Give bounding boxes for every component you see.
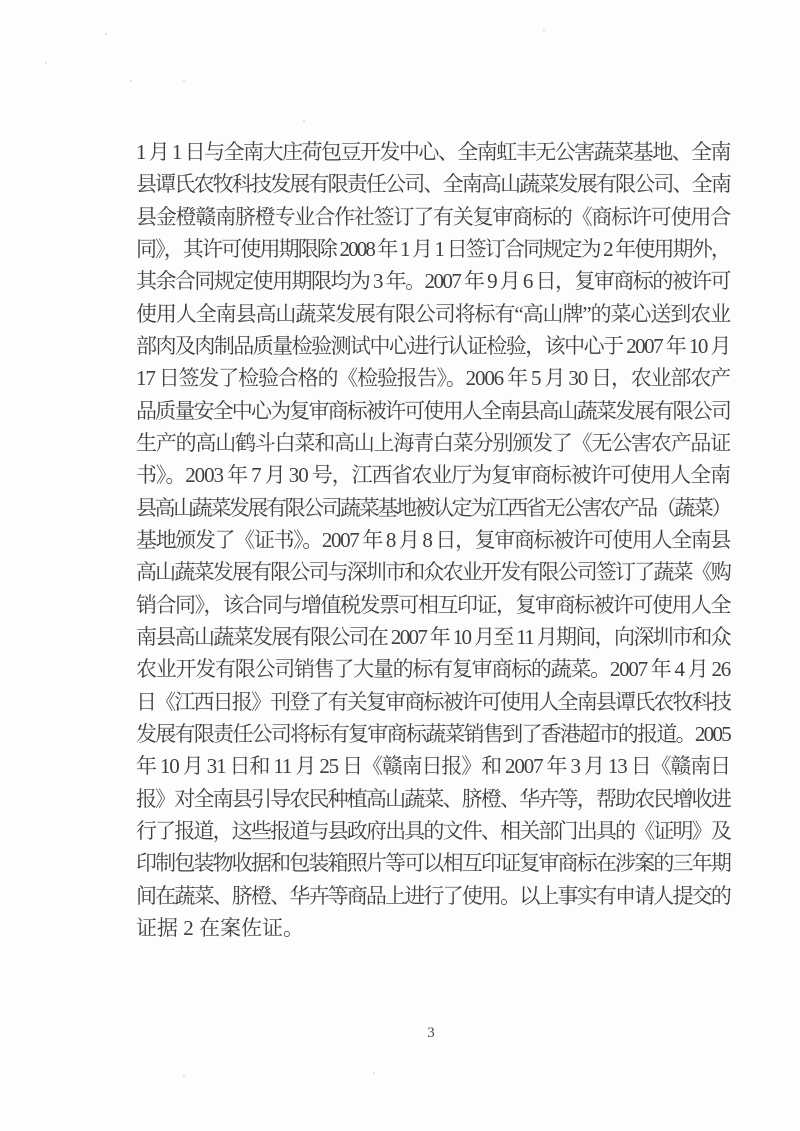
text-line: 高山蔬菜发展有限公司与深圳市和众农业开发有限公司签订了蔬菜《购 bbox=[136, 560, 730, 585]
text-line: 行了报道，这些报道与县政府出具的文件、相关部门出具的《证明》及 bbox=[136, 818, 730, 843]
text-line: 同》，其许可使用期限除 2008 年 1 月 1 日签订合同规定为 2 年使用期外， bbox=[136, 236, 730, 261]
text-line: 证据 2 在案佐证。 bbox=[136, 915, 304, 940]
text-line: 日《江西日报》刊登了有关复审商标被许可使用人全南县谭氏农牧科技 bbox=[136, 689, 730, 714]
scan-speck bbox=[45, 62, 47, 64]
text-line: 县金橙赣南脐橙专业合作社签订了有关复审商标的《商标许可使用合 bbox=[136, 204, 730, 229]
text-line: 县谭氏农牧科技发展有限责任公司、全南高山蔬菜发展有限公司、全南 bbox=[136, 172, 730, 197]
text-line: 发展有限责任公司将标有复审商标蔬菜销售到了香港超市的报道。2005 bbox=[136, 721, 730, 746]
text-line: 年 10 月 31 日和 11 月 25 日《赣南日报》和 2007 年 3 月 13 日《赣南日 bbox=[136, 754, 730, 779]
scan-speck bbox=[303, 120, 305, 122]
text-line: 使用人全南县高山蔬菜发展有限公司将标有“高山牌”的菜心送到农业 bbox=[136, 301, 730, 326]
text-line: 1 月 1 日与全南大庄荷包豆开发中心、全南虹丰无公害蔬菜基地、全南 bbox=[136, 140, 730, 164]
text-line: 南县高山蔬菜发展有限公司在 2007 年 10 月至 11 月期间，向深圳市和众 bbox=[136, 624, 730, 649]
text-line: 部肉及肉制品质量检验测试中心进行认证检验，该中心于 2007 年 10 月 bbox=[136, 333, 730, 358]
text-line: 印制包装物收据和包装箱照片等可以相互印证复审商标在涉案的三年期 bbox=[136, 851, 730, 876]
scan-speck bbox=[183, 80, 185, 82]
page-number: 3 bbox=[427, 1025, 435, 1041]
text-line: 县高山蔬菜发展有限公司蔬菜基地被认定为江西省无公害农产品（蔬菜） bbox=[136, 495, 730, 520]
text-line: 农业开发有限公司销售了大量的标有复审商标的蔬菜。2007 年 4 月 26 bbox=[136, 657, 730, 682]
text-line: 报》对全南县引导农民种植高山蔬菜、脐橙、华卉等，帮助农民增收进 bbox=[136, 786, 730, 811]
scan-speck bbox=[373, 1072, 375, 1074]
text-line: 销合同》，该合同与增值税发票可相互印证，复审商标被许可使用人全 bbox=[136, 592, 730, 617]
scan-speck bbox=[543, 29, 545, 31]
scan-speck bbox=[105, 33, 107, 35]
text-line: 书》。2003 年 7 月 30 号，江西省农业厅为复审商标被许可使用人全南 bbox=[136, 463, 730, 488]
scan-speck bbox=[130, 80, 132, 82]
text-line: 其余合同规定使用期限均为 3 年。2007 年 9 月 6 日，复审商标的被许可 bbox=[136, 269, 730, 294]
text-line: 17 日签发了检验合格的《检验报告》。2006 年 5 月 30 日，农业部农产 bbox=[136, 366, 730, 391]
text-line: 品质量安全中心为复审商标被许可使用人全南县高山蔬菜发展有限公司 bbox=[136, 398, 730, 423]
text-line: 基地颁发了《证书》。2007 年 8 月 8 日，复审商标被许可使用人全南县 bbox=[136, 527, 730, 552]
text-line: 生产的高山鹤斗白菜和高山上海青白菜分别颁发了《无公害农产品证 bbox=[136, 430, 730, 455]
body-text bbox=[136, 136, 730, 944]
text-line: 间在蔬菜、脐橙、华卉等商品上进行了使用。以上事实有申请人提交的 bbox=[136, 883, 730, 908]
scan-speck bbox=[183, 1075, 185, 1077]
